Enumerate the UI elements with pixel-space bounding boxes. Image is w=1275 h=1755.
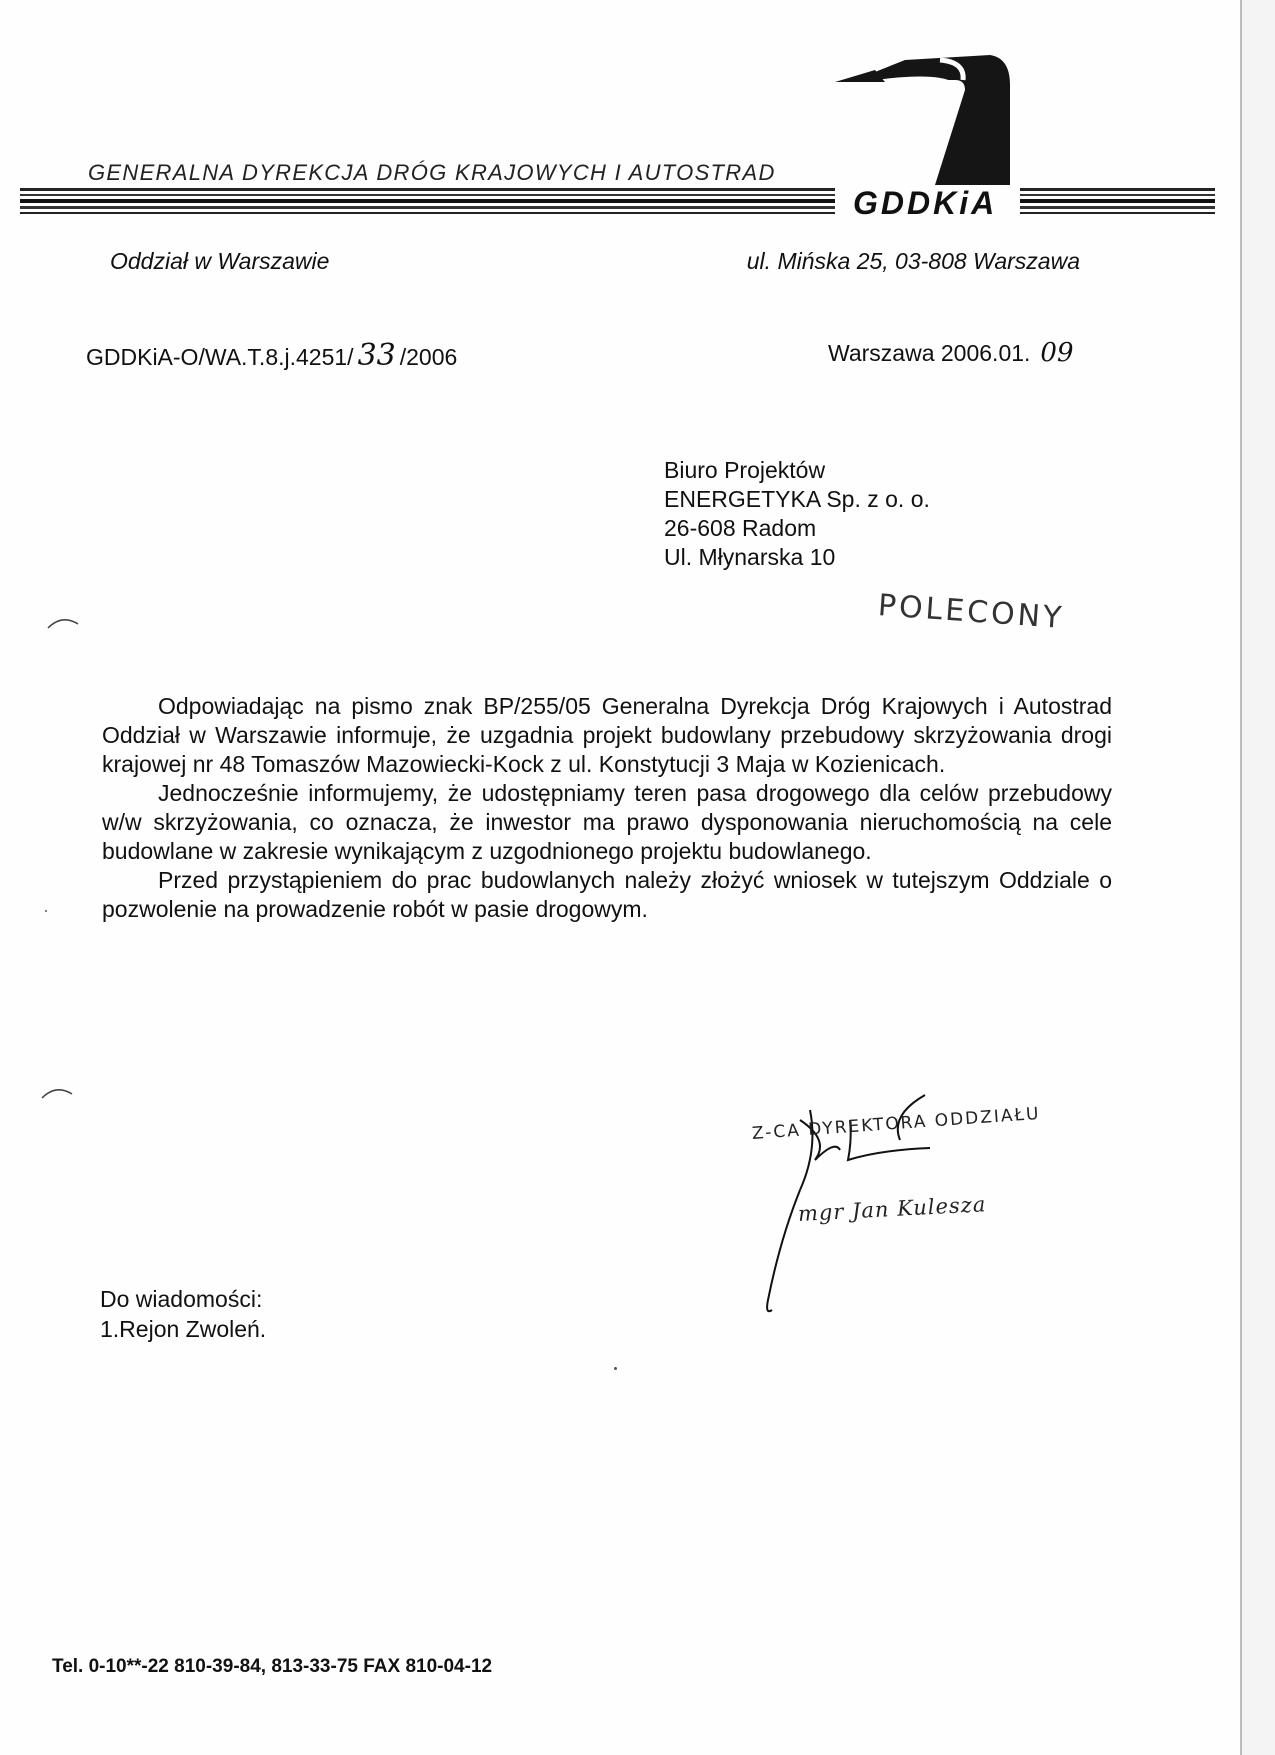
- recipient-line: ENERGETYKA Sp. z o. o.: [664, 486, 930, 512]
- date-printed: Warszawa 2006.01.: [828, 340, 1031, 366]
- recipient-line: 26-608 Radom: [664, 515, 817, 541]
- letter-date: [828, 338, 1074, 368]
- office-address: ul. Mińska 25, 03-808 Warszawa: [746, 248, 1080, 274]
- recipient-address: [664, 456, 930, 572]
- signatory-name-stamp: mgr Jan Kulesza: [797, 1192, 987, 1226]
- hole-punch-mark: [46, 612, 86, 632]
- body-paragraph: Jednocześnie informujemy, że udostępniamy teren pasa drogowego dla celów przebudowy w/w skrzyżowania, co oznacza, że inwestor ma prawo dysponowania nieruchomością na cele budowlane w zakresie wynikającym z uzgodnionego projektu budowlanego.: [102, 780, 1112, 864]
- reference-prefix: GDDKiA-O/WA.T.8.j.4251/: [86, 344, 354, 370]
- gddkia-logo: [815, 50, 1015, 220]
- registered-mail-stamp: POLECONY: [876, 588, 1066, 636]
- office-name: Oddział w Warszawie: [110, 248, 330, 274]
- header-rule-lines: [20, 188, 1215, 218]
- reference-number: [86, 338, 457, 373]
- body-paragraph: Przed przystąpieniem do prac budowlanych należy złożyć wniosek w tutejszym Oddziale o pozwolenie na prowadzenie robót w pasie drogowym.: [102, 867, 1112, 922]
- reference-suffix: /2006: [399, 344, 458, 370]
- date-handwritten-day: 09: [1040, 338, 1074, 368]
- scan-speck: [45, 910, 47, 912]
- reference-handwritten-number: 33: [357, 338, 396, 373]
- recipient-line: Ul. Młynarska 10: [664, 544, 836, 570]
- copy-to-item: 1.Rejon Zwoleń.: [100, 1316, 267, 1342]
- logo-wordmark: GDDKiA: [853, 185, 998, 221]
- body-paragraph: Odpowiadając na pismo znak BP/255/05 Generalna Dyrekcja Dróg Krajowych i Autostrad Oddział w Warszawie informuje, że uzgadnia projekt budowlany przebudowy skrzyżowania drogi krajowej nr 48 Tomaszów Mazowiecki-Kock z ul. Konstytucji 3 Maja w Kozienicach.: [102, 693, 1112, 777]
- recipient-line: Biuro Projektów: [664, 457, 826, 483]
- contact-footer: Tel. 0-10**-22 810-39-84, 813-33-75 FAX 810-04-12: [52, 1656, 493, 1677]
- signatory-title-stamp: Z-CA DYREKTORA ODDZIAŁU: [751, 1103, 1042, 1144]
- scan-speck: [614, 1367, 617, 1370]
- road-logo-icon: [815, 50, 1015, 190]
- letter-body: [102, 692, 1112, 924]
- copy-to-list: [100, 1284, 266, 1344]
- hole-punch-mark: [40, 1082, 80, 1102]
- copy-to-label: Do wiadomości:: [100, 1286, 263, 1312]
- organization-name: GENERALNA DYREKCJA DRÓG KRAJOWYCH I AUTOSTRAD: [88, 160, 776, 185]
